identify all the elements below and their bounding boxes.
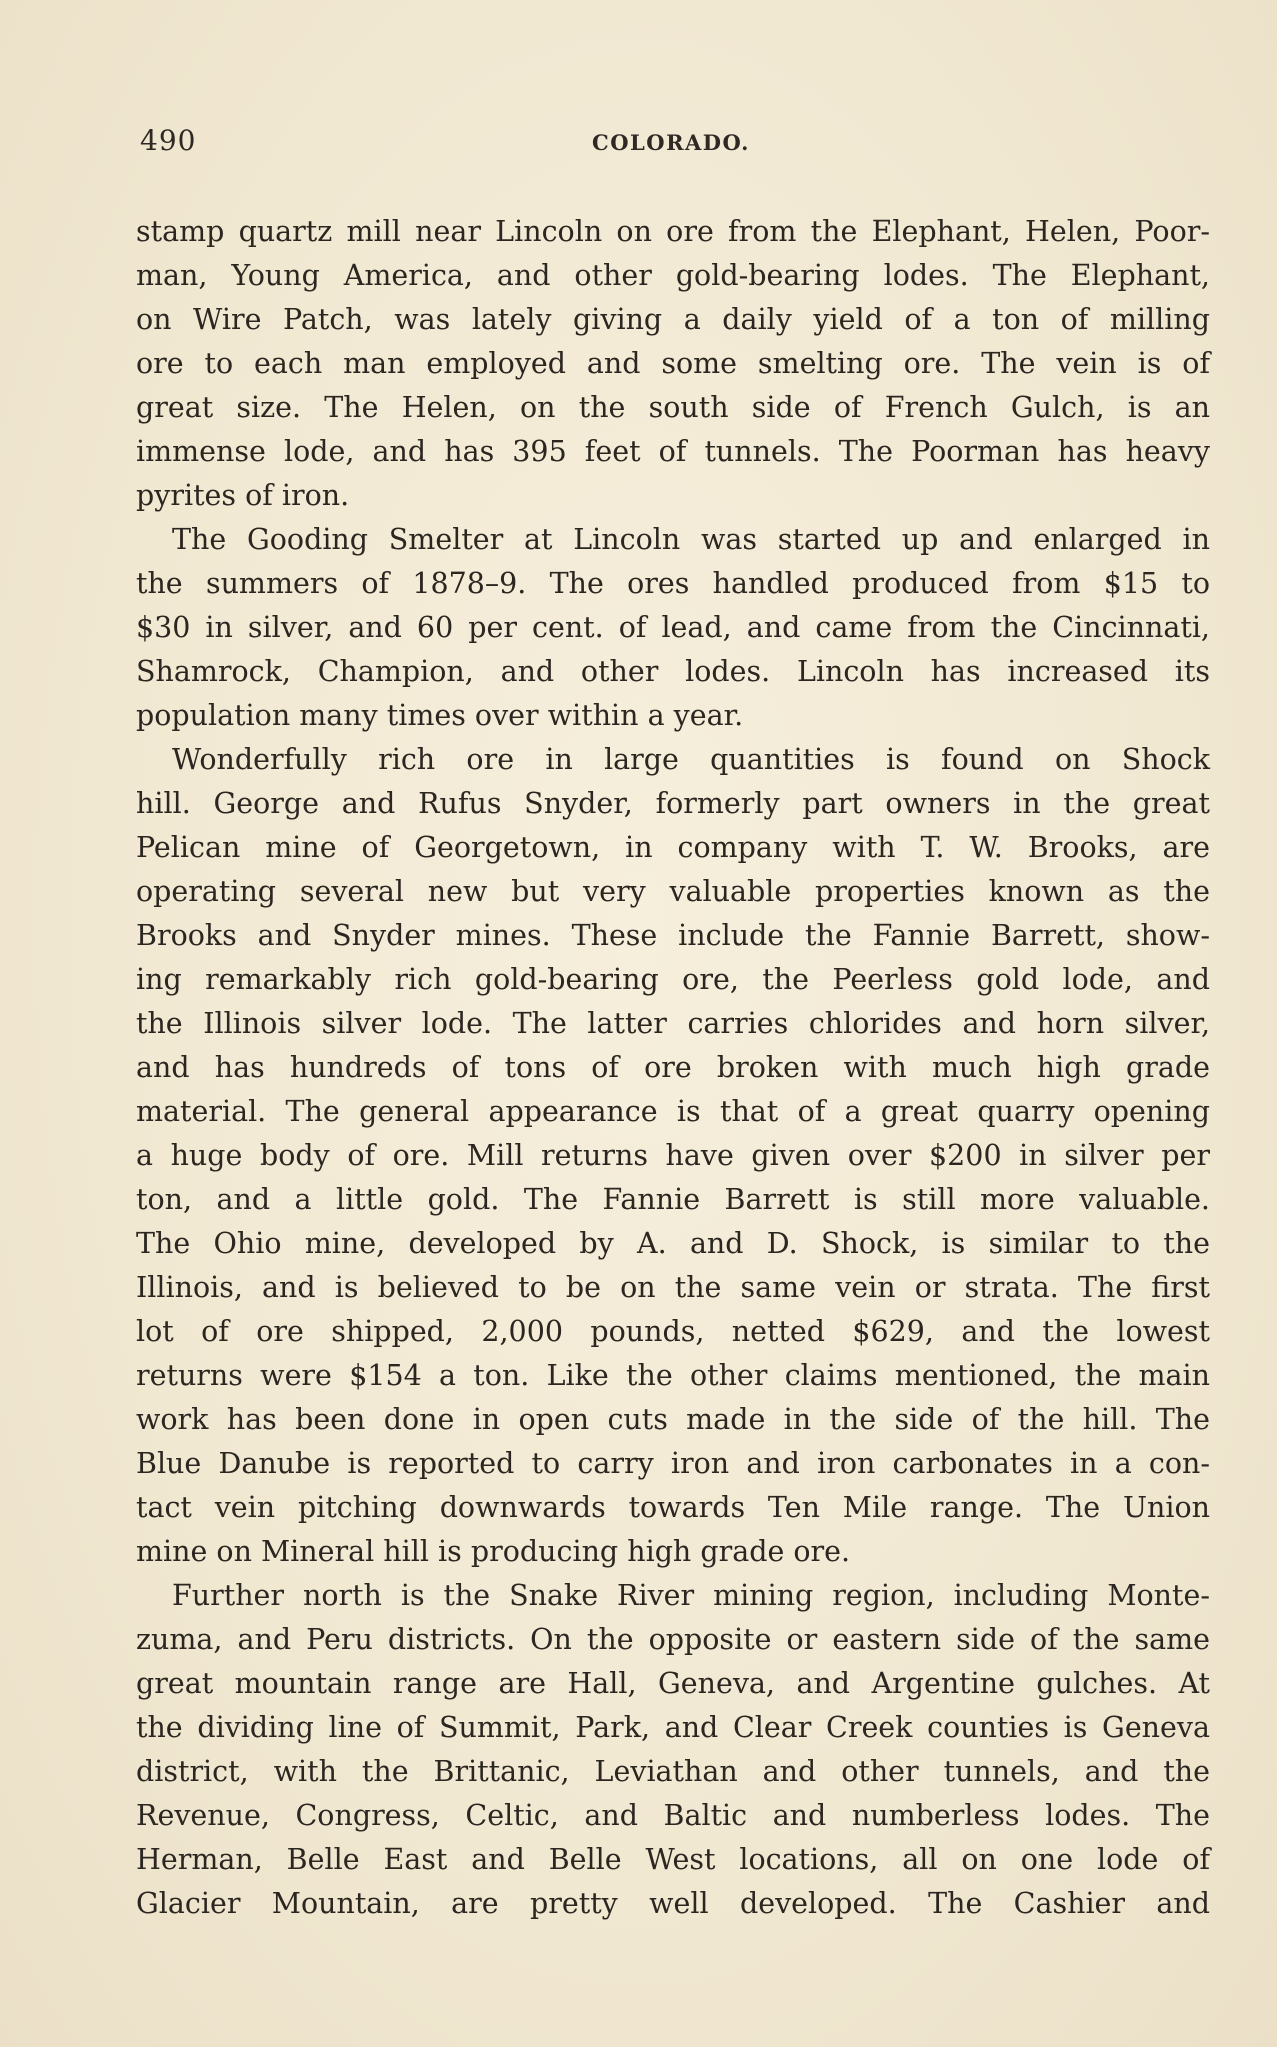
text-line: material. The general appearance is that of a great quarry opening [136, 1095, 1210, 1128]
text-line: returns were $154 a ton. Like the other claims mentioned, the main [136, 1359, 1210, 1392]
text-line: The Gooding Smelter at Lincoln was started up and enlarged in [172, 523, 1210, 556]
text-line: Glacier Mountain, are pretty well developed. The Cashier and [136, 1887, 1210, 1920]
text-line: on Wire Patch, was lately giving a daily yield of a ton of milling [136, 303, 1210, 336]
text-line: and has hundreds of tons of ore broken with much high grade [136, 1051, 1210, 1084]
text-line: ore to each man employed and some smelting ore. The vein is of [136, 347, 1210, 380]
running-head: COLORADO. [592, 130, 750, 155]
text-line: population many times over within a year. [136, 699, 744, 732]
text-line: zuma, and Peru districts. On the opposite or eastern side of the same [136, 1623, 1210, 1656]
text-line: the dividing line of Summit, Park, and Clear Creek counties is Geneva [136, 1711, 1210, 1744]
text-line: district, with the Brittanic, Leviathan and other tunnels, and the [136, 1755, 1210, 1788]
text-line: great mountain range are Hall, Geneva, and Argentine gulches. At [136, 1667, 1210, 1700]
text-line: immense lode, and has 395 feet of tunnels. The Poorman has heavy [136, 435, 1210, 468]
text-line: $30 in silver, and 60 per cent. of lead, and came from the Cincinnati, [136, 611, 1210, 644]
text-line: work has been done in open cuts made in the side of the hill. The [136, 1403, 1210, 1436]
text-line: man, Young America, and other gold-bearing lodes. The Elephant, [136, 259, 1210, 292]
text-line: Blue Danube is reported to carry iron and iron carbonates in a con- [136, 1447, 1210, 1480]
text-line: hill. George and Rufus Snyder, formerly part owners in the great [136, 787, 1210, 820]
text-line: Wonderfully rich ore in large quantities is found on Shock [172, 743, 1210, 776]
text-line: Pelican mine of Georgetown, in company with T. W. Brooks, are [136, 831, 1210, 864]
page-number: 490 [140, 124, 197, 157]
text-line: great size. The Helen, on the south side of French Gulch, is an [136, 391, 1210, 424]
text-line: ton, and a little gold. The Fannie Barrett is still more valuable. [136, 1183, 1210, 1216]
text-line: operating several new but very valuable properties known as the [136, 875, 1210, 908]
page-header [140, 124, 1150, 164]
paragraph-1 [136, 210, 1210, 518]
paragraph-2 [136, 518, 1210, 738]
text-line: the summers of 1878–9. The ores handled produced from $15 to [136, 567, 1210, 600]
text-line: Illinois, and is believed to be on the same vein or strata. The first [136, 1271, 1210, 1304]
text-line: Brooks and Snyder mines. These include the Fannie Barrett, show- [136, 919, 1210, 952]
text-line: The Ohio mine, developed by A. and D. Shock, is similar to the [136, 1227, 1210, 1260]
text-line: tact vein pitching downwards towards Ten Mile range. The Union [136, 1491, 1210, 1524]
paragraph-4 [136, 1574, 1210, 1926]
text-line: pyrites of iron. [136, 479, 350, 512]
text-line: a huge body of ore. Mill returns have given over $200 in silver per [136, 1139, 1210, 1172]
text-line: mine on Mineral hill is producing high grade ore. [136, 1535, 851, 1568]
text-line: Revenue, Congress, Celtic, and Baltic and numberless lodes. The [136, 1799, 1210, 1832]
text-line: the Illinois silver lode. The latter carries chlorides and horn silver, [136, 1007, 1210, 1040]
text-line: Herman, Belle East and Belle West locations, all on one lode of [136, 1843, 1210, 1876]
text-line: ing remarkably rich gold-bearing ore, the Peerless gold lode, and [136, 963, 1210, 996]
text-line: Further north is the Snake River mining region, including Monte- [172, 1579, 1210, 1612]
text-line: Shamrock, Champion, and other lodes. Lincoln has increased its [136, 655, 1210, 688]
text-line: lot of ore shipped, 2,000 pounds, netted $629, and the lowest [136, 1315, 1210, 1348]
body-text [136, 210, 1210, 1926]
paragraph-3 [136, 738, 1210, 1574]
text-line: stamp quartz mill near Lincoln on ore from the Elephant, Helen, Poor- [136, 215, 1210, 248]
